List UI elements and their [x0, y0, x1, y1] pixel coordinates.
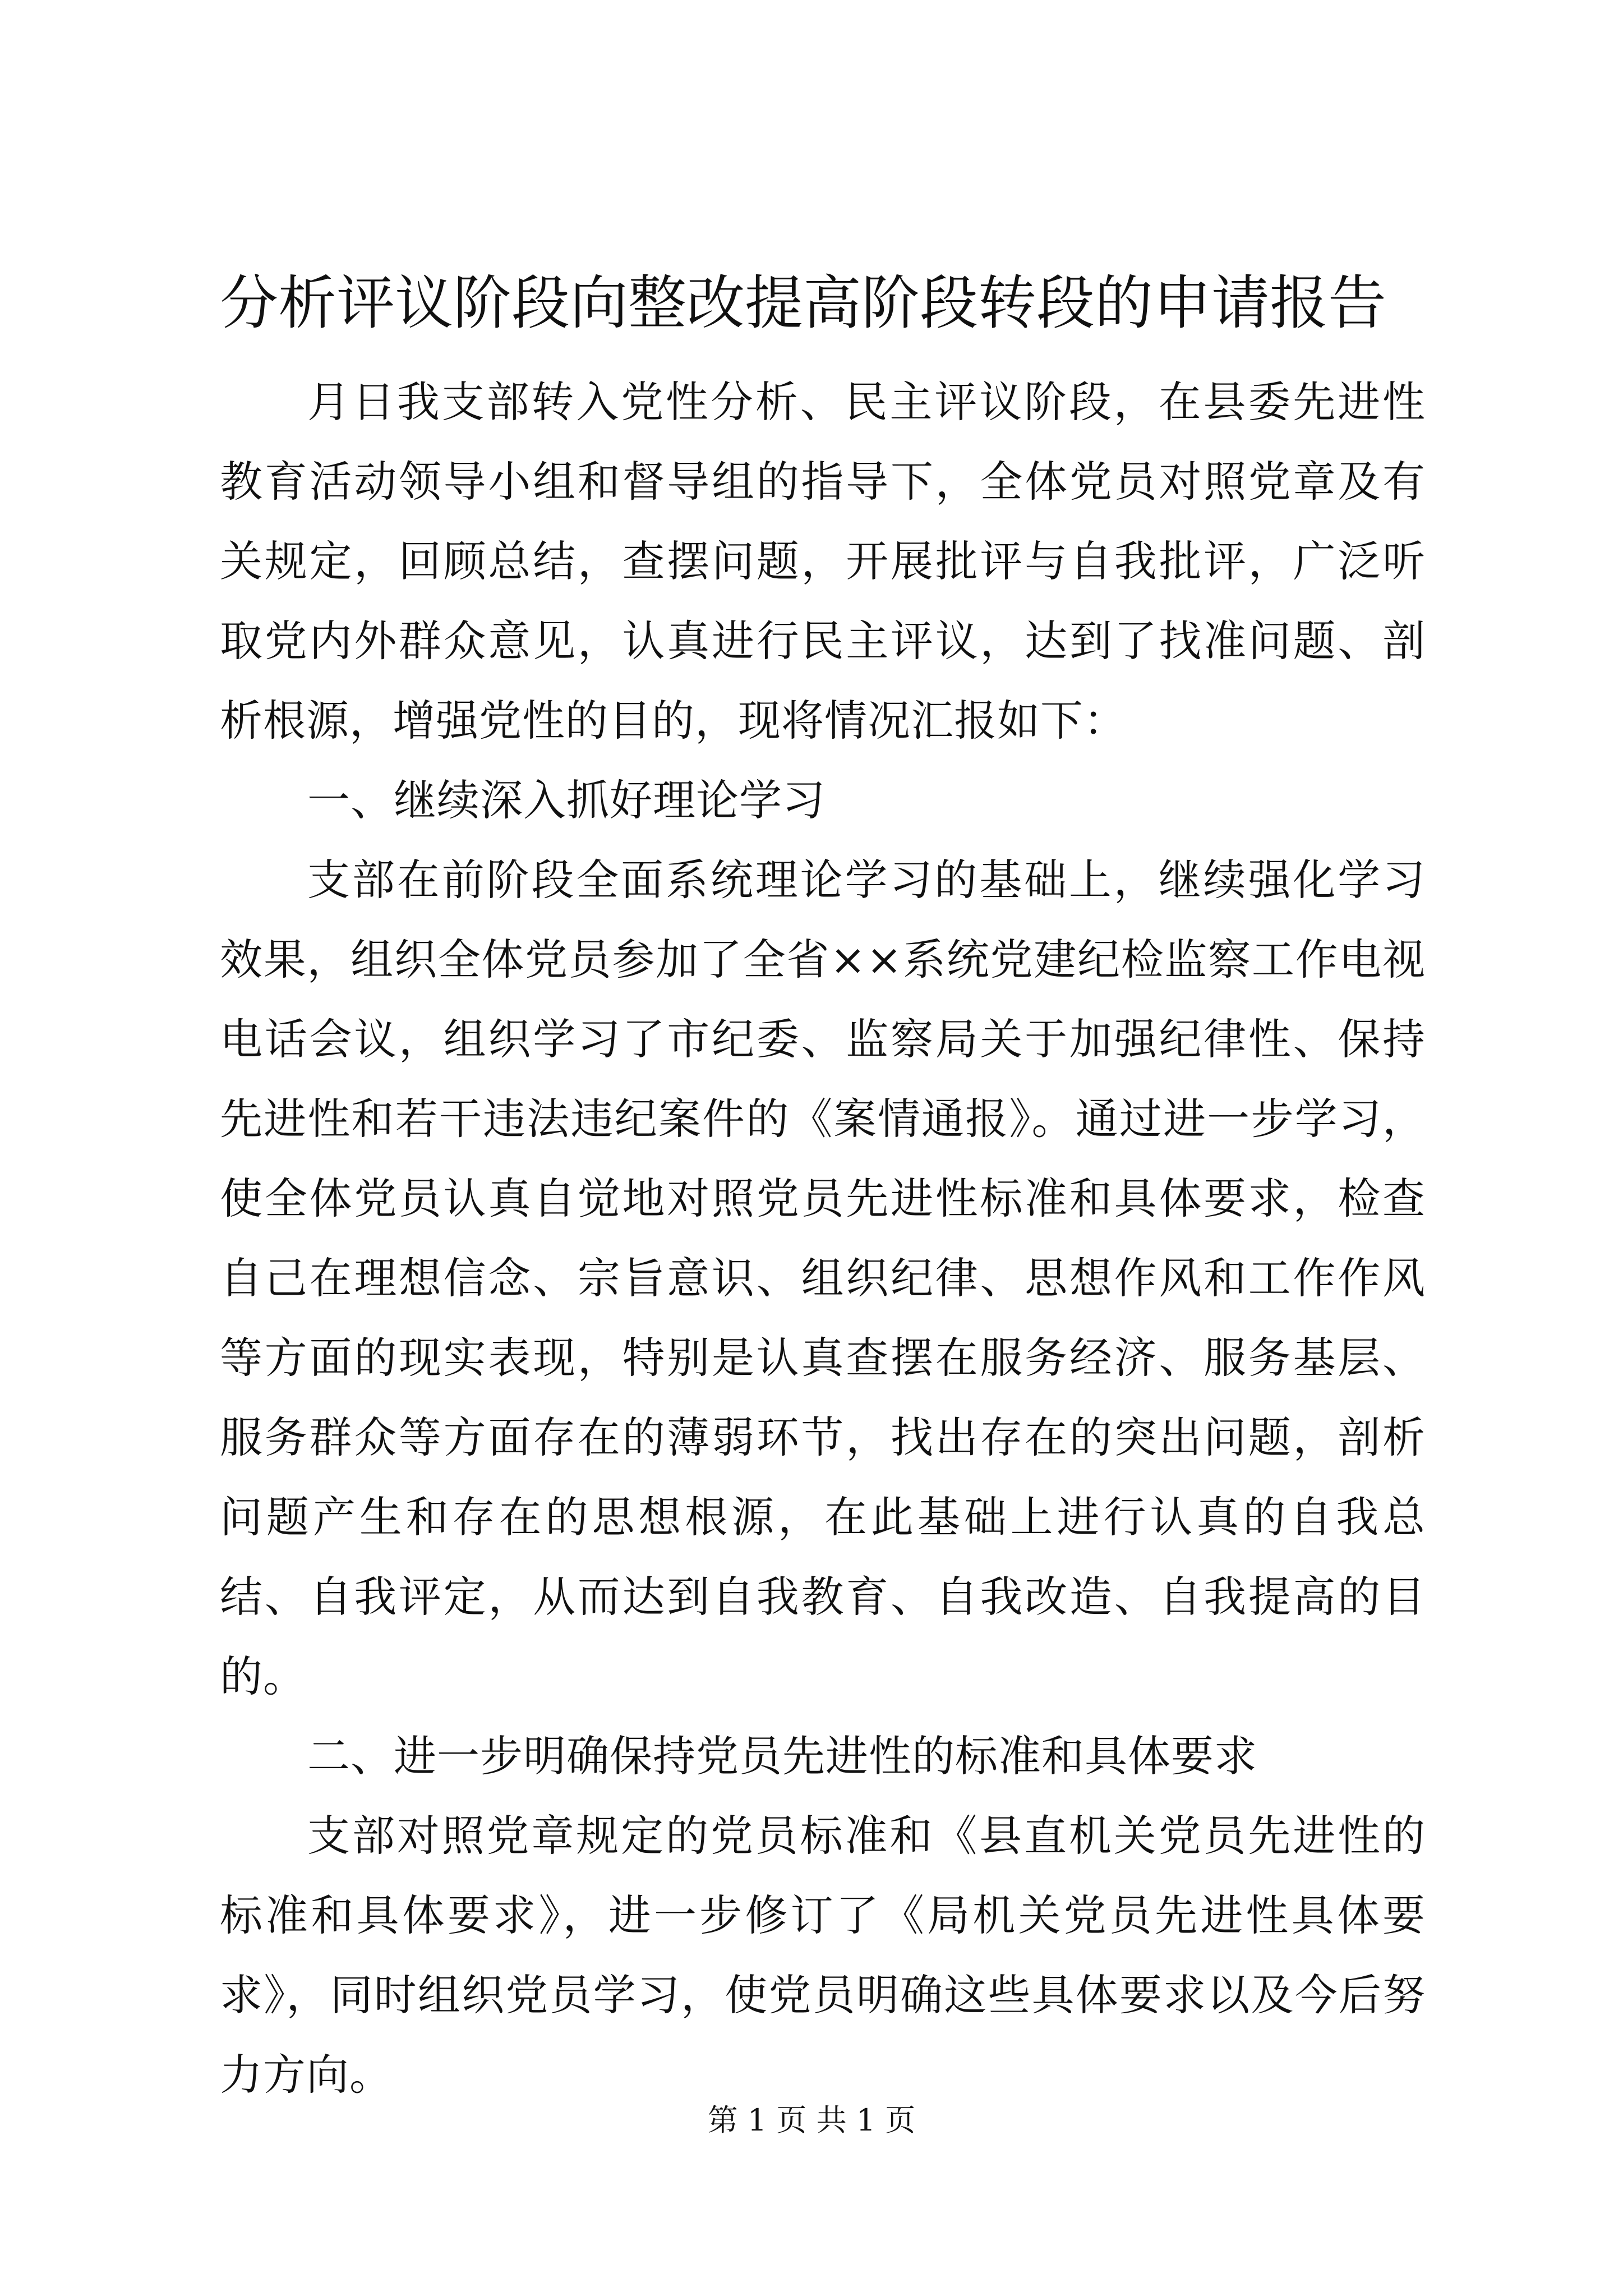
section-heading-1: 一、继续深入抓好理论学习 [307, 775, 826, 825]
section-2-paragraph: 支部对照党章规定的党员标准和《县直机关党员先进性的标准和具体要求》，进一步修订了《局机关党员先进性具体要求》，同时组织党员学习，使党员明确这些具体要求以及今后努力方向。 [220, 1811, 1426, 2100]
section-heading-2: 二、进一步明确保持党员先进性的标准和具体要求 [307, 1731, 1257, 1781]
document-title: 分析评议阶段向整改提高阶段转段的申请报告 [220, 269, 1387, 337]
page-footer: 第 1 页 共 1 页 [707, 2102, 916, 2138]
section-1-paragraph: 支部在前阶段全面系统理论学习的基础上，继续强化学习效果，组织全体党员参加了全省××系统党建纪检监察工作电视电话会议，组织学习了市纪委、监察局关于加强纪律性、保持先进性和若干违法违纪案件的《案情通报》。通过进一步学习，使全体党员认真自觉地对照党员先进性标准和具体要求，检查自己在理想信念、宗旨意识、组织纪律、思想作风和工作作风等方面的现实表现，特别是认真查摆在服务经济、服务基层、服务群众等方面存在的薄弱环节，找出存在的突出问题，剖析问题产生和存在的思想根源，在此基础上进行认真的自我总结、自我评定，从而达到自我教育、自我改造、自我提高的目的。 [220, 855, 1426, 1701]
document-body [220, 264, 1426, 2115]
intro-paragraph: 月日我支部转入党性分析、民主评议阶段，在县委先进性教育活动领导小组和督导组的指导下，全体党员对照党章及有关规定，回顾总结，查摆问题，开展批评与自我批评，广泛听取党内外群众意见，认真进行民主评议，达到了找准问题、剖析根源，增强党性的目的，现将情况汇报如下： [220, 377, 1426, 746]
